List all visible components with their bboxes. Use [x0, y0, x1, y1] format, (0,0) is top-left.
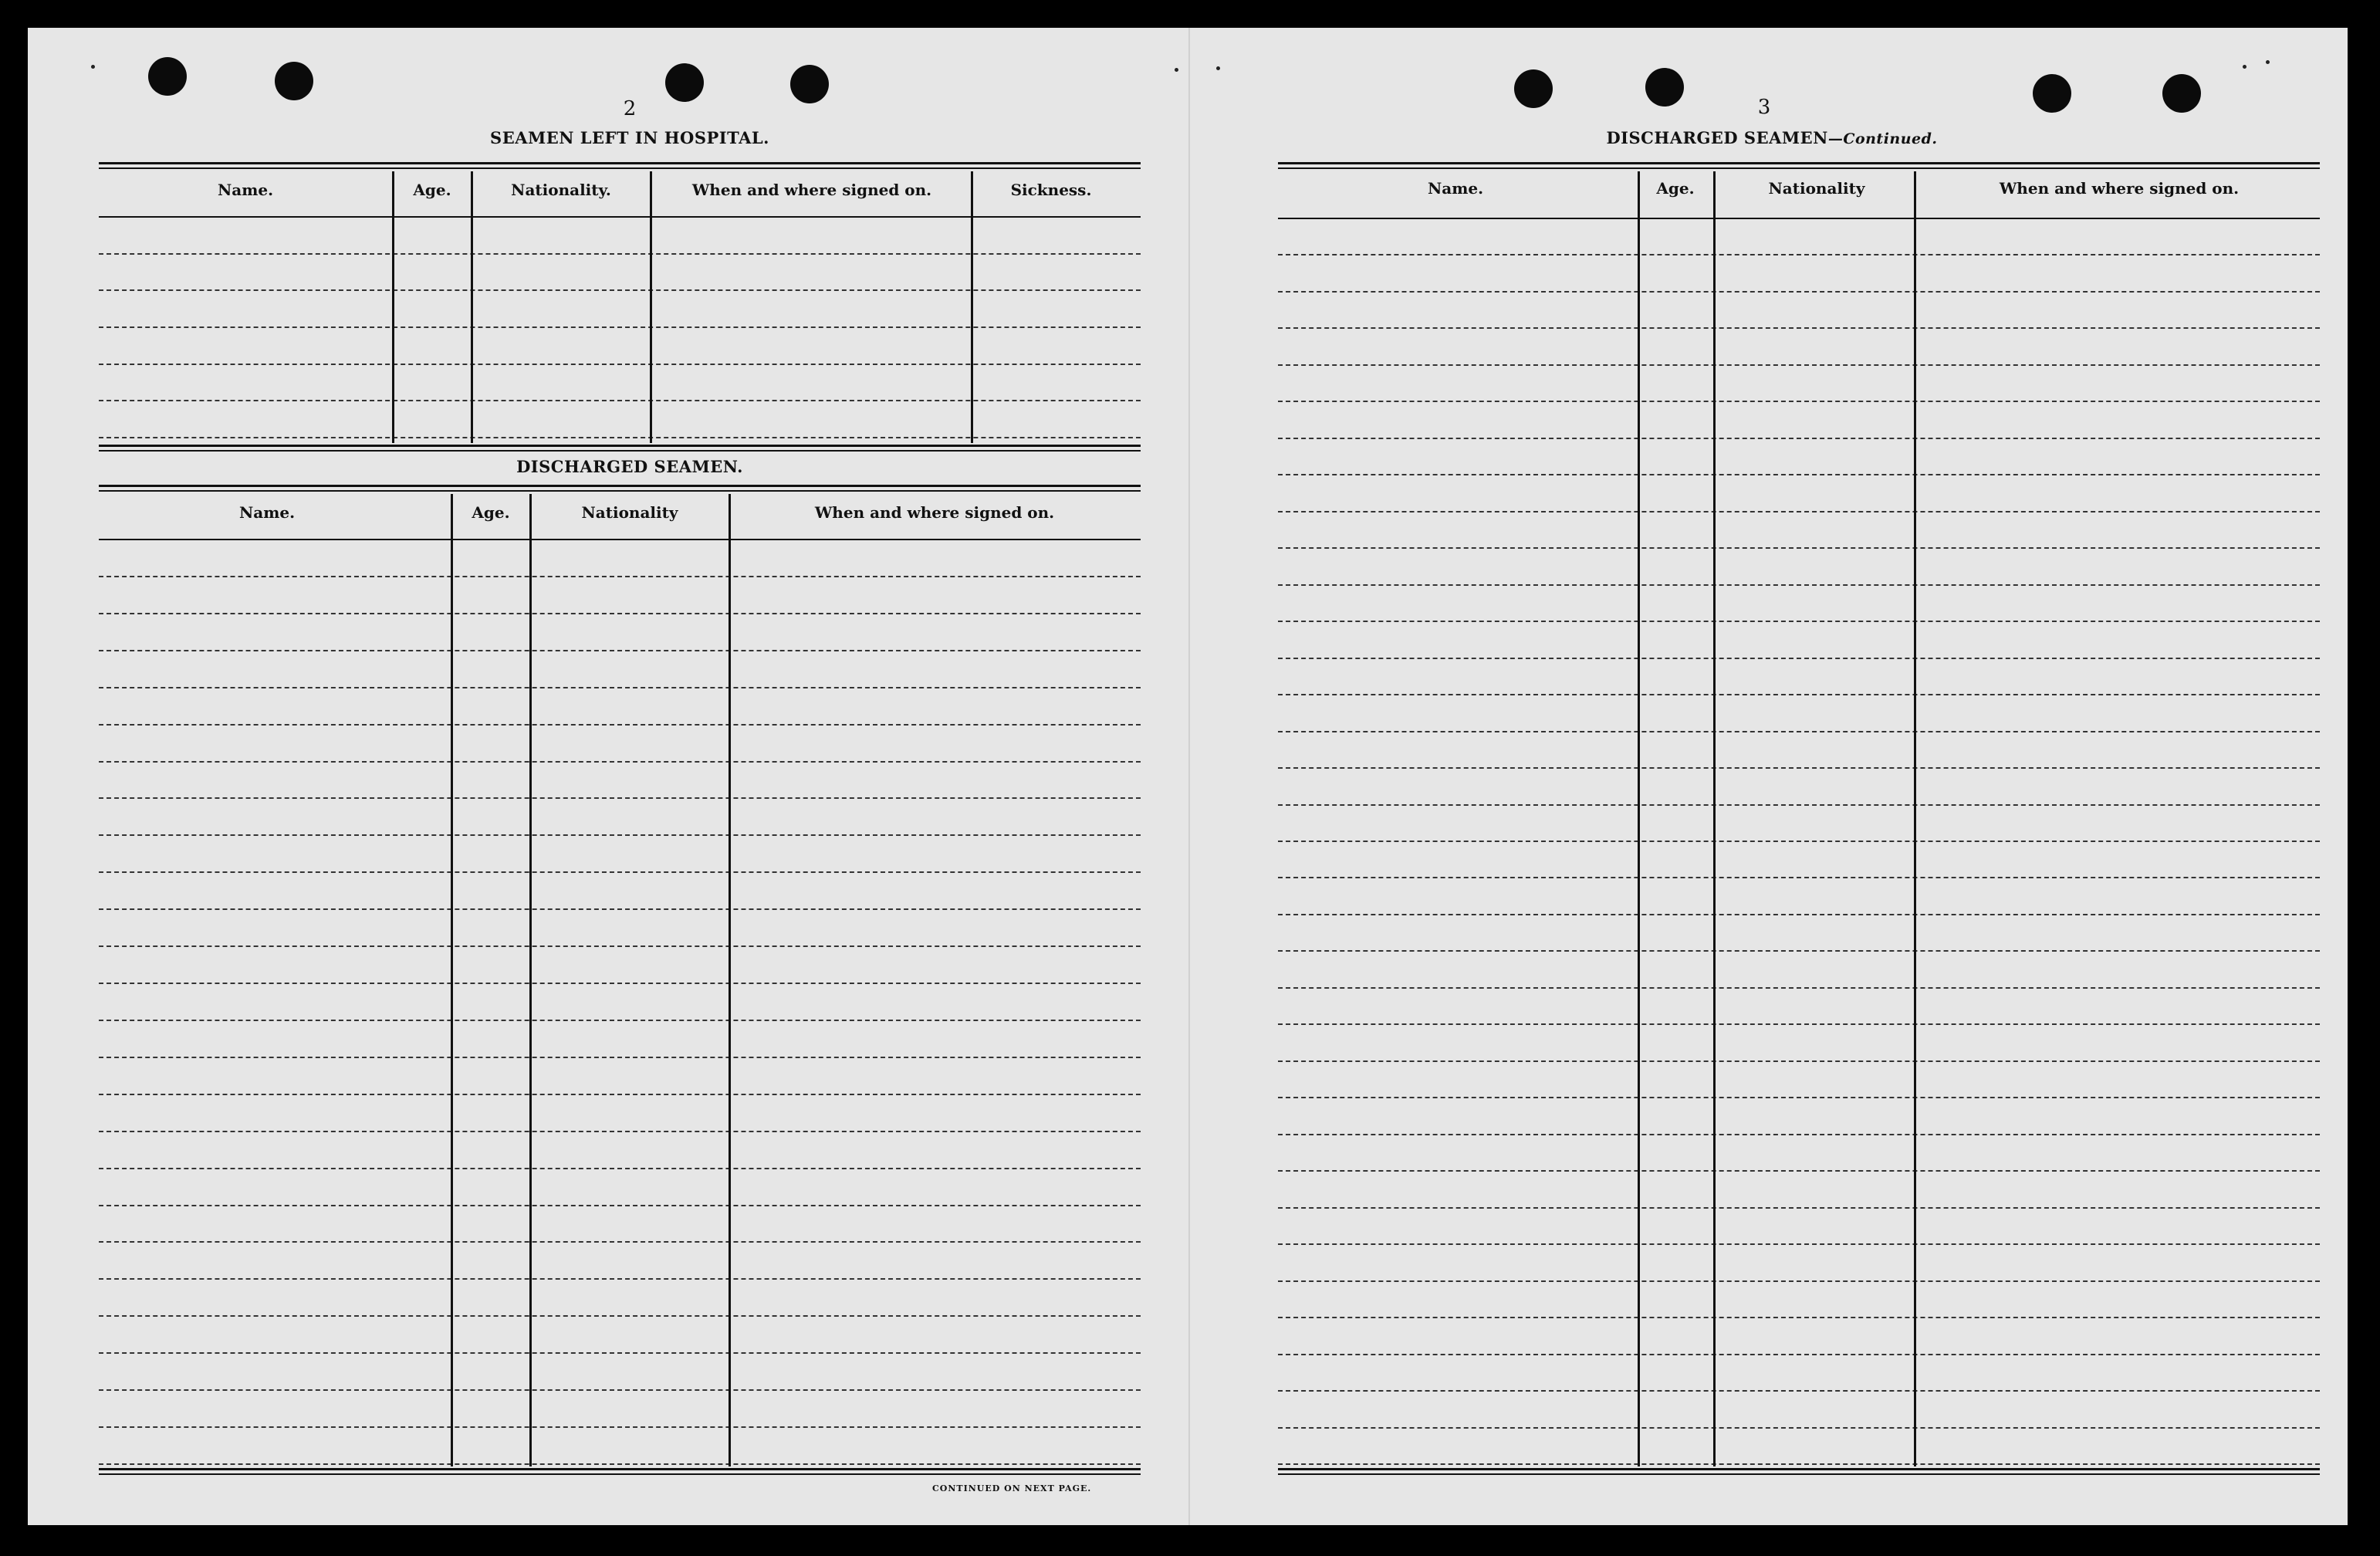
- form-row-line: [1278, 731, 2320, 732]
- scanned-form-spread: [28, 28, 2348, 1525]
- form-row-line: [99, 1315, 1141, 1317]
- form-row-line: [1278, 1463, 2320, 1465]
- heading-main: DISCHARGED SEAMEN: [1606, 128, 1828, 147]
- right-top-rule: [1278, 162, 2320, 169]
- discharged-header-underline: [99, 539, 1141, 540]
- right-header-underline: [1278, 218, 2320, 219]
- right-col-signed-on: When and where signed on.: [1999, 179, 2240, 198]
- page-number: 2: [623, 97, 637, 120]
- form-row-line: [1278, 291, 2320, 293]
- form-row-line: [99, 650, 1141, 651]
- hospital-col-nationality: Nationality.: [511, 181, 611, 199]
- form-row-line: [1278, 658, 2320, 659]
- hospital-col-sickness: Sickness.: [1010, 181, 1092, 199]
- form-row-line: [99, 1426, 1141, 1428]
- hospital-top-rule: [99, 162, 1141, 169]
- discharged-heading: DISCHARGED SEAMEN.: [516, 457, 743, 476]
- form-row-line: [1278, 401, 2320, 402]
- discharged-col-age: Age.: [472, 503, 510, 522]
- form-row-line: [1278, 987, 2320, 989]
- form-row-line: [1278, 1207, 2320, 1209]
- form-row-line: [99, 1057, 1141, 1058]
- form-row-line: [99, 437, 1141, 438]
- form-row-line: [99, 724, 1141, 726]
- page-number: 3: [1757, 96, 1771, 119]
- form-row-line: [1278, 1354, 2320, 1355]
- form-row-line: [1278, 621, 2320, 622]
- discharged-col-nationality: Nationality: [581, 503, 678, 522]
- form-row-line: [99, 1168, 1141, 1169]
- form-row-line: [1278, 1390, 2320, 1392]
- form-row-line: [99, 945, 1141, 947]
- form-row-line: [1278, 914, 2320, 915]
- continued-note: CONTINUED ON NEXT PAGE.: [932, 1483, 1092, 1493]
- discharged-col-name: Name.: [238, 503, 296, 522]
- form-row-line: [99, 834, 1141, 836]
- hospital-col-age: Age.: [413, 181, 451, 199]
- form-row-line: [99, 1094, 1141, 1095]
- discharged-col-divider: [729, 494, 731, 1466]
- form-row-line: [1278, 694, 2320, 695]
- right-col-divider: [1638, 171, 1640, 1466]
- discharged-col-divider: [529, 494, 532, 1466]
- form-row-line: [1278, 767, 2320, 769]
- form-row-line: [99, 1241, 1141, 1243]
- form-row-line: [99, 761, 1141, 763]
- right-col-name: Name.: [1427, 179, 1484, 198]
- form-row-line: [1278, 1170, 2320, 1172]
- form-row-line: [1278, 327, 2320, 329]
- right-col-divider: [1914, 171, 1916, 1466]
- form-row-line: [99, 797, 1141, 799]
- discharged-bottom-rule: [99, 1468, 1141, 1475]
- form-row-line: [1278, 1060, 2320, 1062]
- form-row-line: [99, 1020, 1141, 1021]
- form-row-line: [1278, 511, 2320, 512]
- form-row-line: [99, 613, 1141, 614]
- form-row-line: [1278, 254, 2320, 255]
- form-row-line: [1278, 1427, 2320, 1429]
- form-row-line: [1278, 584, 2320, 586]
- hospital-col-divider: [392, 171, 394, 443]
- form-row-line: [1278, 1243, 2320, 1245]
- hospital-heading: SEAMEN LEFT IN HOSPITAL.: [490, 128, 769, 147]
- hospital-col-divider: [650, 171, 652, 443]
- hospital-bottom-rule: [99, 445, 1141, 452]
- discharged-top-rule: [99, 485, 1141, 492]
- form-row-line: [99, 983, 1141, 984]
- left-page: [28, 28, 1185, 1525]
- form-row-line: [99, 576, 1141, 577]
- discharged-col-divider: [451, 494, 453, 1466]
- discharged-col-signed-on: When and where signed on.: [814, 503, 1055, 522]
- form-row-line: [99, 871, 1141, 873]
- hospital-col-signed-on: When and where signed on.: [691, 181, 932, 199]
- form-row-line: [99, 1205, 1141, 1206]
- right-col-age: Age.: [1656, 179, 1695, 198]
- form-row-line: [99, 289, 1141, 291]
- form-row-line: [99, 908, 1141, 910]
- form-row-line: [99, 326, 1141, 328]
- hospital-col-divider: [971, 171, 973, 443]
- form-row-line: [99, 1131, 1141, 1132]
- form-row-line: [1278, 804, 2320, 806]
- form-row-line: [1278, 1097, 2320, 1098]
- form-row-line: [1278, 438, 2320, 439]
- hospital-col-divider: [471, 171, 473, 443]
- form-row-line: [99, 364, 1141, 365]
- form-row-line: [99, 1389, 1141, 1391]
- form-row-line: [1278, 1134, 2320, 1135]
- form-row-line: [1278, 1023, 2320, 1025]
- form-row-line: [99, 1352, 1141, 1354]
- form-row-line: [1278, 1280, 2320, 1282]
- form-row-line: [1278, 547, 2320, 549]
- right-page: [1185, 28, 2348, 1525]
- form-row-line: [1278, 1317, 2320, 1318]
- form-row-line: [99, 687, 1141, 688]
- right-col-divider: [1713, 171, 1716, 1466]
- form-row-line: [1278, 474, 2320, 475]
- hospital-header-underline: [99, 216, 1141, 218]
- right-col-nationality: Nationality: [1768, 179, 1865, 198]
- heading-suffix: —Continued.: [1827, 130, 1938, 147]
- form-row-line: [1278, 877, 2320, 878]
- right-bottom-rule: [1278, 1468, 2320, 1475]
- form-row-line: [1278, 841, 2320, 842]
- discharged-continued-heading: [1479, 128, 2065, 147]
- form-row-line: [1278, 950, 2320, 952]
- form-row-line: [99, 400, 1141, 401]
- form-row-line: [99, 1278, 1141, 1280]
- form-row-line: [1278, 364, 2320, 366]
- form-row-line: [99, 1463, 1141, 1465]
- form-row-line: [99, 253, 1141, 255]
- hospital-col-name: Name.: [217, 181, 274, 199]
